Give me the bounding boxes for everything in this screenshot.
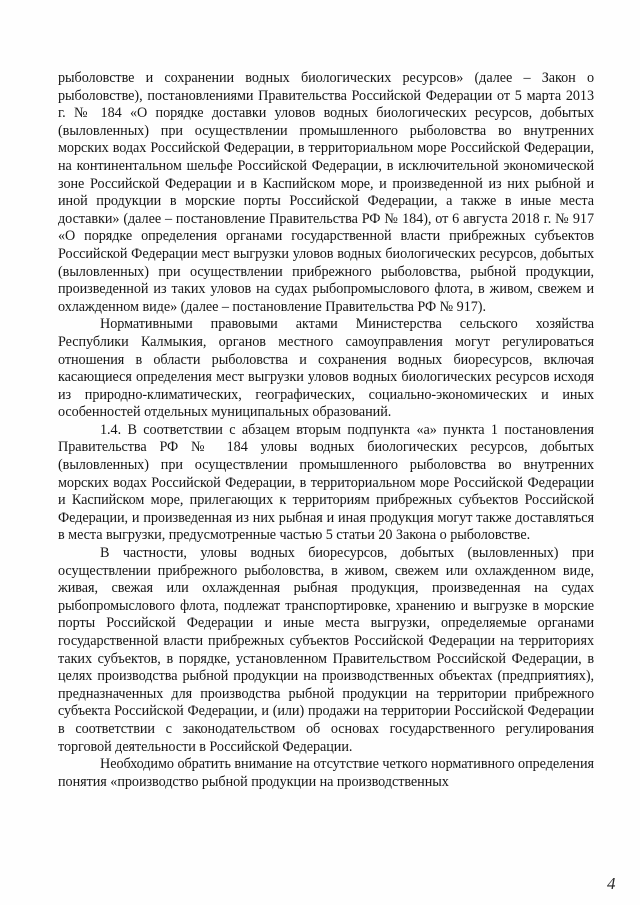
paragraph-3: 1.4. В соответствии с абзацем вторым подпункта «а» пункта 1 постановления Правительства РФ № 184 уловы водных биологических ресурсов, добытых (выловленных) при осуществлении промышленного рыболовства во внутренних морских водах Российской Федерации, в территориальном море Российской Федерации и Каспийском море, прилегающих к территориям прибрежных субъектов Российской Федерации, и произведенная из них рыбная и иная продукция могут также доставляться в места выгрузки, предусмотренные частью 5 статьи 20 Закона о рыболовстве.	[58, 421, 594, 544]
paragraph-4: В частности, уловы водных биоресурсов, добытых (выловленных) при осуществлении прибрежного рыболовства, в живом, свежем или охлажденном виде, живая, свежая или охлажденная рыбная продукция, произведенная на судах рыбопромыслового флота, подлежат транспортировке, хранению и выгрузке в морские порты Российской Федерации и иные места выгрузки, определяемые органами государственной власти прибрежных субъектов Российской Федерации на территориях таких субъектов, в порядке, установленном Правительством Российской Федерации, в целях производства рыбной продукции на производственных объектах (предприятиях), предназначенных для производства рыбной продукции на территории прибрежного субъекта Российской Федерации, и (или) продажи на территории Российской Федерации в соответствии с законодательством об основах государственного регулирования торговой деятельности в Российской Федерации.	[58, 545, 594, 755]
paragraph-2: Нормативными правовыми актами Министерства сельского хозяйства Республики Калмыкия, органов местного самоуправления могут регулироваться отношения в области рыболовства и сохранения водных биоресурсов, включая касающиеся определения мест выгрузки уловов водных биологических ресурсов исходя из природно-климатических, географических, социально-экономических и иных особенностей отдельных муниципальных образований.	[58, 316, 594, 421]
document-body	[58, 70, 594, 791]
paragraph-5: Необходимо обратить внимание на отсутствие четкого нормативного определения понятия «производство рыбной продукции на производственных	[58, 756, 594, 790]
paragraph-1: рыболовстве и сохранении водных биологических ресурсов» (далее – Закон о рыболовстве), постановлениями Правительства Российской Федерации от 5 марта 2013 г. № 184 «О порядке доставки уловов водных биологических ресурсов, добытых (выловленных) при осуществлении промышленного рыболовства во внутренних морских водах Российской Федерации, в территориальном море Российской Федерации, на континентальном шельфе Российской Федерации, в исключительной экономической зоне Российской Федерации и в Каспийском море, и произведенной из них рыбной и иной продукции в морские порты Российской Федерации, а также в иные места доставки» (далее – постановление Правительства РФ № 184), от 6 августа 2018 г. № 917 «О порядке определения органами государственной власти прибрежных субъектов Российской Федерации мест выгрузки уловов водных биологических ресурсов, добытых (выловленных) при осуществлении прибрежного рыболовства, рыбной продукции, произведенной из таких уловов на судах рыбопромыслового флота, в живом, свежем и охлажденном виде» (далее – постановление Правительства РФ № 917).	[58, 70, 594, 315]
page-number: 4	[607, 874, 616, 893]
